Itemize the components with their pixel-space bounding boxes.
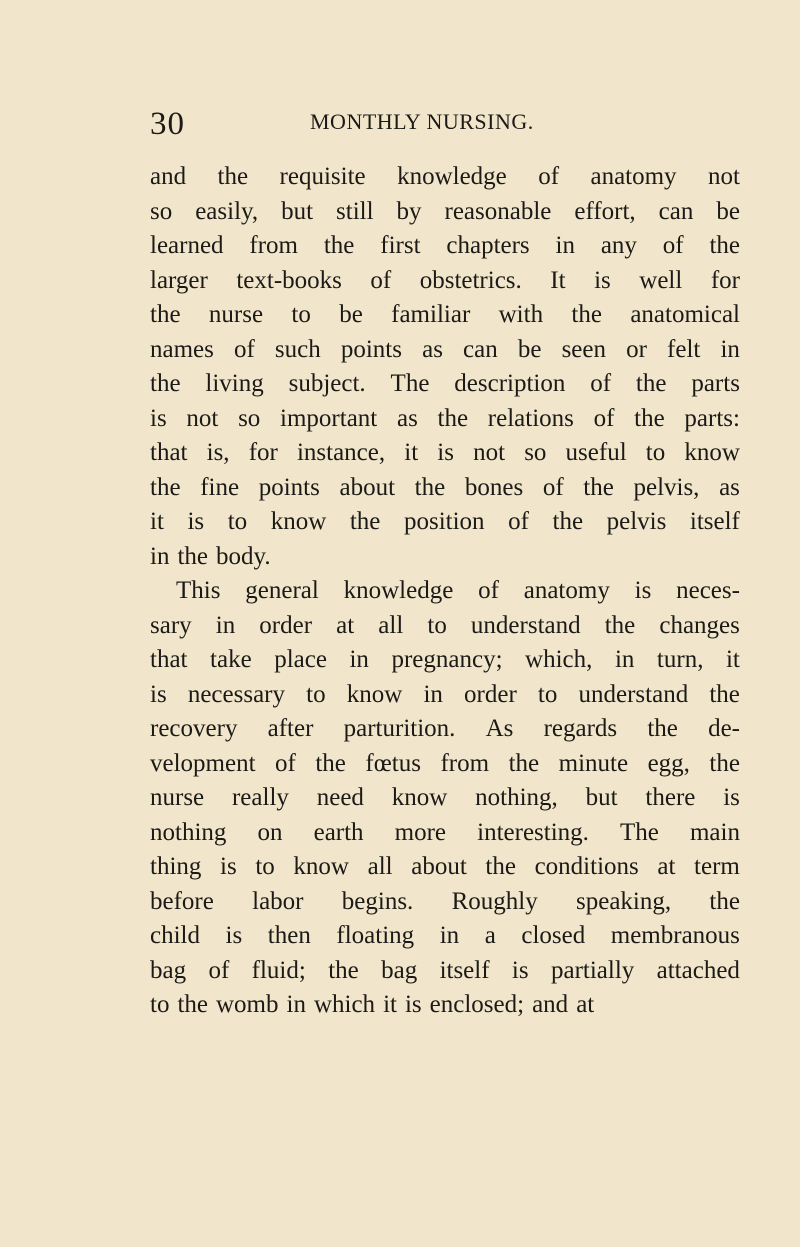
text-line: that is, for instance, it is not so useful to know [150, 439, 740, 466]
text-line: larger text-books of obstetrics. It is well for [150, 266, 740, 294]
text-line: and the requisite knowledge of anatomy not [150, 163, 740, 190]
text-line: sary in order at all to understand the changes [150, 611, 740, 639]
page-header [150, 106, 730, 146]
text-line: learned from the first chapters in any of the [150, 232, 740, 259]
text-line: velopment of the fœtus from the minute egg, the [150, 749, 740, 777]
text-line: that take place in pregnancy; which, in turn, it [150, 646, 740, 673]
text-line: child is then floating in a closed membranous [150, 922, 740, 949]
text-line: thing is to know all about the conditions at term [150, 853, 740, 880]
text-line: bag of fluid; the bag itself is partially attached [150, 956, 740, 984]
running-head: MONTHLY NURSING. [310, 109, 534, 134]
text-line: the nurse to be familiar with the anatomical [150, 301, 740, 328]
text-line: before labor begins. Roughly speaking, the [150, 887, 740, 915]
text-line: the living subject. The description of the parts [150, 370, 740, 397]
text-line: so easily, but still by reasonable effort, can be [150, 197, 740, 225]
text-line: recovery after parturition. As regards the de- [150, 715, 740, 742]
text-line: the fine points about the bones of the pelvis, as [150, 473, 740, 501]
text-line: it is to know the position of the pelvis itself [150, 508, 740, 535]
text-line: to the womb in which it is enclosed; and at [150, 991, 595, 1018]
body-text [150, 160, 740, 1023]
text-line: names of such points as can be seen or felt in [150, 335, 740, 363]
text-line: This general knowledge of anatomy is neces- [176, 577, 740, 604]
text-line: is not so important as the relations of the parts: [150, 404, 740, 432]
text-line: nothing on earth more interesting. The main [150, 818, 740, 846]
page-number: 30 [150, 106, 185, 142]
text-line: in the body. [150, 542, 271, 570]
text-line: nurse really need know nothing, but there is [150, 784, 740, 811]
text-line: is necessary to know in order to understand the [150, 680, 740, 708]
